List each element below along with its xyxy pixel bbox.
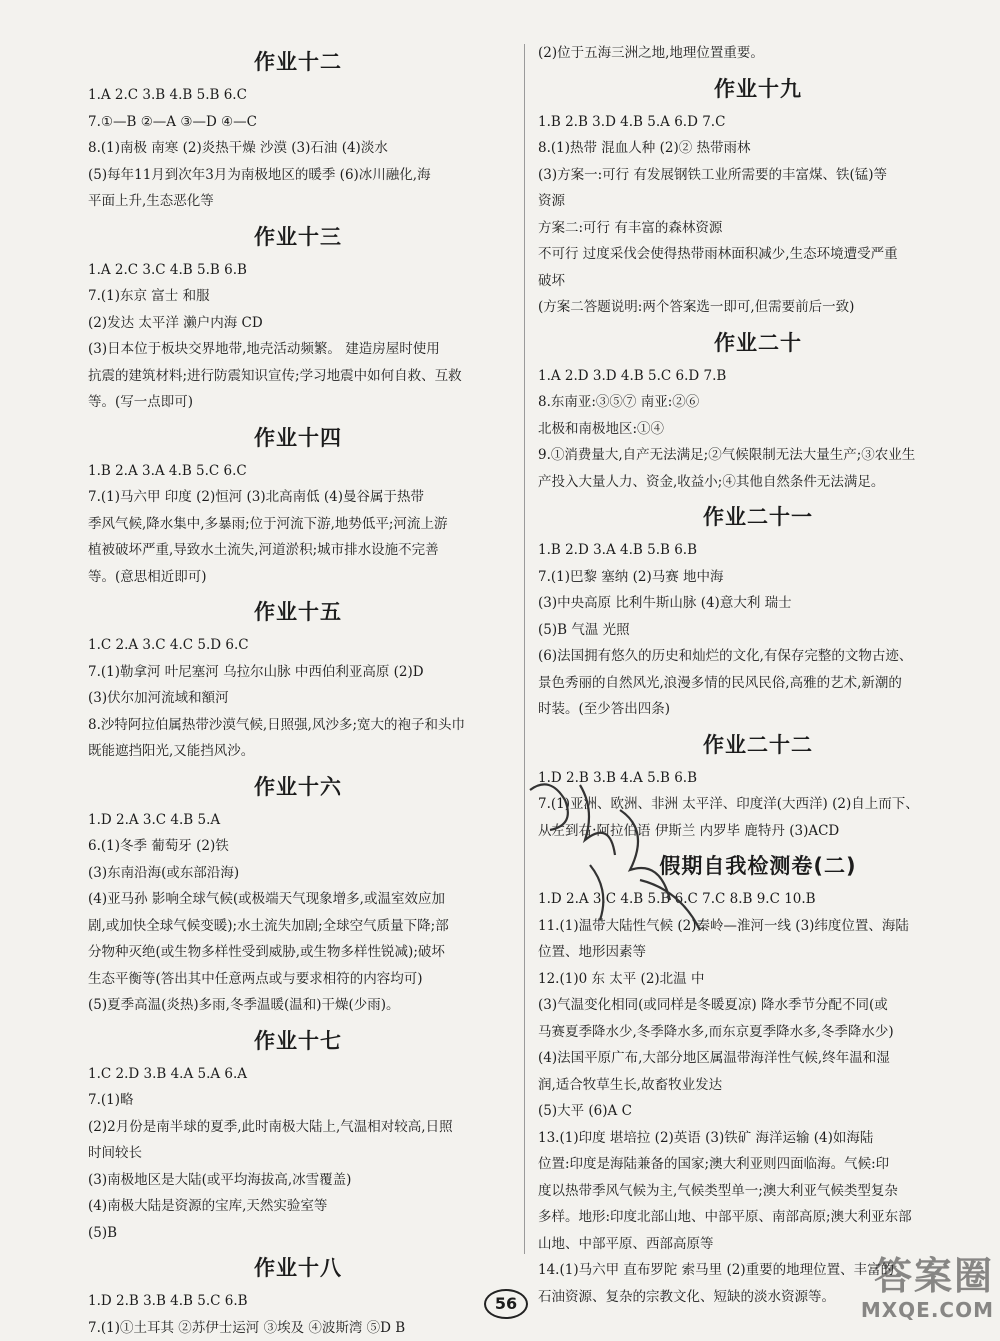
answer-line: 方案二:可行 有丰富的森林资源	[538, 215, 978, 242]
answer-line: 14.(1)马六甲 直布罗陀 索马里 (2)重要的地理位置、丰富的	[538, 1257, 978, 1284]
answer-line: (3)气温变化相同(或同样是冬暖夏凉) 降水季节分配不同(或	[538, 992, 978, 1019]
answer-line: 7.(1)①土耳其 ②苏伊士运河 ③埃及 ④波斯湾 ⑤D B	[88, 1315, 508, 1341]
answer-line: 资源	[538, 188, 978, 215]
answer-line: (4)亚马孙 影响全球气候(或极端天气现象增多,或温室效应加	[88, 886, 508, 913]
answer-line: 1.C 2.A 3.C 4.C 5.D 6.C	[88, 632, 508, 659]
answer-line: (5)每年11月到次年3月为南极地区的暖季 (6)冰川融化,海	[88, 162, 508, 189]
answer-line: 产投入大量人力、资金,收益小;④其他自然条件无法满足。	[538, 469, 978, 496]
page-footer	[470, 1283, 540, 1323]
site-watermark	[809, 1254, 994, 1329]
answer-line: 13.(1)印度 堪培拉 (2)英语 (3)铁矿 海洋运输 (4)如海陆	[538, 1125, 978, 1152]
answer-line: (5)大平 (6)A C	[538, 1098, 978, 1125]
right-column	[538, 40, 978, 1310]
answer-line: (3)伏尔加河流域和額河	[88, 685, 508, 712]
answer-line: (2)位于五海三洲之地,地理位置重要。	[538, 40, 978, 67]
answer-line: 北极和南极地区:①④	[538, 416, 978, 443]
watermark-url: MXQE.COM	[809, 1298, 994, 1322]
answer-line: (方案二答题说明:两个答案选一即可,但需要前后一致)	[538, 294, 978, 321]
answer-line: 位置、地形因素等	[538, 939, 978, 966]
answer-line: 7.(1)勒拿河 叶尼塞河 乌拉尔山脉 中西伯利亚高原 (2)D	[88, 659, 508, 686]
answer-line: 既能遮挡阳光,又能挡风沙。	[88, 738, 508, 765]
left-column	[88, 40, 508, 1341]
answer-line: 7.①—B ②—A ③—D ④—C	[88, 109, 508, 136]
answer-line: 平面上升,生态恶化等	[88, 188, 508, 215]
answer-line: 1.A 2.D 3.D 4.B 5.C 6.D 7.B	[538, 363, 978, 390]
answer-line: 6.(1)冬季 葡萄牙 (2)铁	[88, 833, 508, 860]
answer-line: 润,适合牧草生长,故畜牧业发达	[538, 1072, 978, 1099]
answer-line: (5)夏季高温(炎热)多雨,冬季温暖(温和)干燥(少雨)。	[88, 992, 508, 1019]
answer-line: 1.D 2.B 3.B 4.A 5.B 6.B	[538, 765, 978, 792]
answer-line: 时间较长	[88, 1140, 508, 1167]
section-heading: 假期自我检测卷(二)	[538, 852, 978, 880]
answer-line: 破坏	[538, 268, 978, 295]
section-heading: 作业十六	[88, 773, 508, 801]
answer-line: 9.①消费量大,自产无法满足;②气候限制无法大量生产;③农业生	[538, 442, 978, 469]
section-heading: 作业十四	[88, 424, 508, 452]
section-heading: 作业二十二	[538, 731, 978, 759]
section-heading: 作业十九	[538, 75, 978, 103]
answer-line: 8.(1)南极 南寒 (2)炎热干燥 沙漠 (3)石油 (4)淡水	[88, 135, 508, 162]
answer-line: (4)南极大陆是资源的宝库,天然实验室等	[88, 1193, 508, 1220]
answer-line: 时装。(至少答出四条)	[538, 696, 978, 723]
answer-line: 8.东南亚:③⑤⑦ 南亚:②⑥	[538, 389, 978, 416]
answer-line: 7.(1)巴黎 塞纳 (2)马赛 地中海	[538, 564, 978, 591]
answer-line: 1.D 2.A 3.C 4.B 5.A	[88, 807, 508, 834]
section-heading: 作业十五	[88, 598, 508, 626]
answer-line: 12.(1)0 东 太平 (2)北温 中	[538, 966, 978, 993]
answer-line: 1.A 2.C 3.C 4.B 5.B 6.B	[88, 257, 508, 284]
answer-line: (5)B 气温 光照	[538, 617, 978, 644]
answer-line: 7.(1)东京 富士 和服	[88, 283, 508, 310]
answer-line: 1.C 2.D 3.B 4.A 5.A 6.A	[88, 1061, 508, 1088]
answer-line: (2)2月份是南半球的夏季,此时南极大陆上,气温相对较高,日照	[88, 1114, 508, 1141]
answer-line: (3)东南沿海(或东部沿海)	[88, 860, 508, 887]
answer-line: 8.(1)热带 混血人种 (2)② 热带雨林	[538, 135, 978, 162]
section-heading: 作业十七	[88, 1027, 508, 1055]
answer-line: 度以热带季风气候为主,气候类型单一;澳大利亚气候类型复杂	[538, 1178, 978, 1205]
section-heading: 作业二十	[538, 329, 978, 357]
answer-line: 1.A 2.C 3.B 4.B 5.B 6.C	[88, 82, 508, 109]
answer-line: (4)法国平原广布,大部分地区属温带海洋性气候,终年温和湿	[538, 1045, 978, 1072]
answer-line: 不可行 过度采伐会使得热带雨林面积减少,生态环境遭受严重	[538, 241, 978, 268]
answer-line: (3)日本位于板块交界地带,地壳活动频繁。 建造房屋时使用	[88, 336, 508, 363]
column-divider	[524, 44, 525, 1254]
answer-line: 从左到右:阿拉伯语 伊斯兰 内罗毕 鹿特丹 (3)ACD	[538, 818, 978, 845]
answer-line: (3)方案一:可行 有发展钢铁工业所需要的丰富煤、铁(锰)等	[538, 162, 978, 189]
section-heading: 作业二十一	[538, 503, 978, 531]
answer-line: 剧,或加快全球气候变暖);水土流失加剧;全球空气质量下降;部	[88, 913, 508, 940]
answer-line: 7.(1)略	[88, 1087, 508, 1114]
answer-line: 11.(1)温带大陆性气候 (2)秦岭—淮河一线 (3)纬度位置、海陆	[538, 913, 978, 940]
answer-line: 生态平衡等(答出其中任意两点或与要求相符的内容均可)	[88, 966, 508, 993]
answer-line: 马赛夏季降水少,冬季降水多,而东京夏季降水多,冬季降水少)	[538, 1019, 978, 1046]
answer-line: 山地、中部平原、西部高原等	[538, 1231, 978, 1258]
answer-line: 7.(1)马六甲 印度 (2)恒河 (3)北高南低 (4)曼谷属于热带	[88, 484, 508, 511]
answer-line: 植被破坏严重,导致水土流失,河道淤积;城市排水设施不完善	[88, 537, 508, 564]
answer-line: 位置:印度是海陆兼备的国家;澳大利亚则四面临海。气候:印	[538, 1151, 978, 1178]
answer-line: (5)B	[88, 1220, 508, 1247]
answer-line: (3)中央高原 比利牛斯山脉 (4)意大利 瑞士	[538, 590, 978, 617]
answer-line: (2)发达 太平洋 濑户内海 CD	[88, 310, 508, 337]
section-heading: 作业十二	[88, 48, 508, 76]
answer-line: 1.B 2.D 3.A 4.B 5.B 6.B	[538, 537, 978, 564]
section-heading: 作业十八	[88, 1254, 508, 1282]
answer-line: (3)南极地区是大陆(或平均海拔高,冰雪覆盖)	[88, 1167, 508, 1194]
answer-line: (6)法国拥有悠久的历史和灿烂的文化,有保存完整的文物古迹、	[538, 643, 978, 670]
answer-line: 1.B 2.A 3.A 4.B 5.C 6.C	[88, 458, 508, 485]
answer-line: 等。(意思相近即可)	[88, 564, 508, 591]
answer-line: 1.B 2.B 3.D 4.B 5.A 6.D 7.C	[538, 109, 978, 136]
answer-line: 7.(1)亚洲、欧洲、非洲 太平洋、印度洋(大西洋) (2)自上而下、	[538, 791, 978, 818]
section-heading: 作业十三	[88, 223, 508, 251]
answer-line: 1.D 2.A 3.C 4.B 5.B 6.C 7.C 8.B 9.C 10.B	[538, 886, 978, 913]
answer-line: 抗震的建筑材料;进行防震知识宣传;学习地震中如何自救、互救	[88, 363, 508, 390]
answer-line: 分物种灭绝(或生物多样性受到威胁,或生物多样性锐减);破坏	[88, 939, 508, 966]
answer-line: 多样。地形:印度北部山地、中部平原、南部高原;澳大利亚东部	[538, 1204, 978, 1231]
answer-line: 季风气候,降水集中,多暴雨;位于河流下游,地势低平;河流上游	[88, 511, 508, 538]
page-number: 56	[484, 1289, 528, 1319]
answer-line: 1.D 2.B 3.B 4.B 5.C 6.B	[88, 1288, 508, 1315]
answer-line: 石油资源、复杂的宗教文化、短缺的淡水资源等。	[538, 1284, 978, 1311]
answer-line: 8.沙特阿拉伯属热带沙漠气候,日照强,风沙多;宽大的袍子和头巾	[88, 712, 508, 739]
watermark-logo: 答案圈	[809, 1254, 994, 1298]
answer-line: 等。(写一点即可)	[88, 389, 508, 416]
answer-line: 景色秀丽的自然风光,浪漫多情的民风民俗,高雅的艺术,新潮的	[538, 670, 978, 697]
